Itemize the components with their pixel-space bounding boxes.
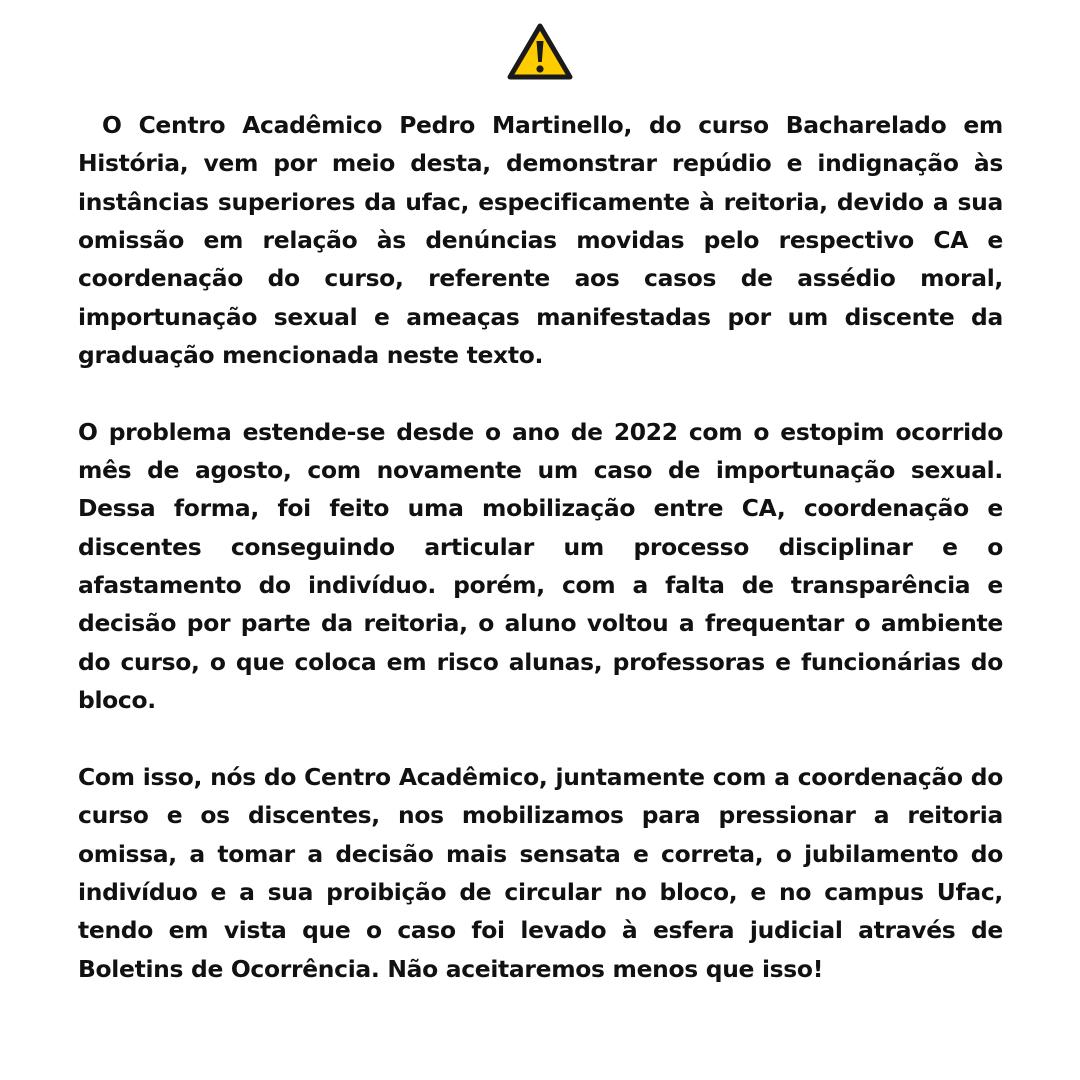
paragraph-repudio: O Centro Acadêmico Pedro Martinello, do curso Bacharelado em História, vem por meio desta, demonstrar repúdio e indignação às instâncias superiores da ufac, especificamente à reitoria, devido a sua omissão em relação às denúncias movidas pelo respectivo CA e coordenação do curso, referente aos casos de assédio moral, importunação sexual e ameaças manifestadas por um discente da graduação mencionada neste texto. [78, 111, 1003, 370]
statement-body [78, 106, 1003, 988]
paragraph-mobilizacao: Com isso, nós do Centro Acadêmico, juntamente com a coordenação do curso e os discentes, nos mobilizamos para pressionar a reitoria omissa, a tomar a decisão mais sensata e correta, o jubilamento do indivíduo e a sua proibição de circular no bloco, e no campus Ufac, tendo em vista que o caso foi levado à esfera judicial através de Boletins de Ocorrência. Não aceitaremos menos que isso! [78, 762, 1003, 983]
paragraph-problema: O problema estende-se desde o ano de 2022 com o estopim ocorrido mês de agosto, com novamente um caso de importunação sexual. Dessa forma, foi feito uma mobilização entre CA, coordenação e discentes conseguindo articular um processo disciplinar e o afastamento do indivíduo. porém, com a falta de transparência e decisão por parte da reitoria, o aluno voltou a frequentar o ambiente do curso, o que coloca em risco alunas, professoras e funcionárias do bloco. [78, 417, 1003, 715]
warning-icon [506, 22, 574, 82]
